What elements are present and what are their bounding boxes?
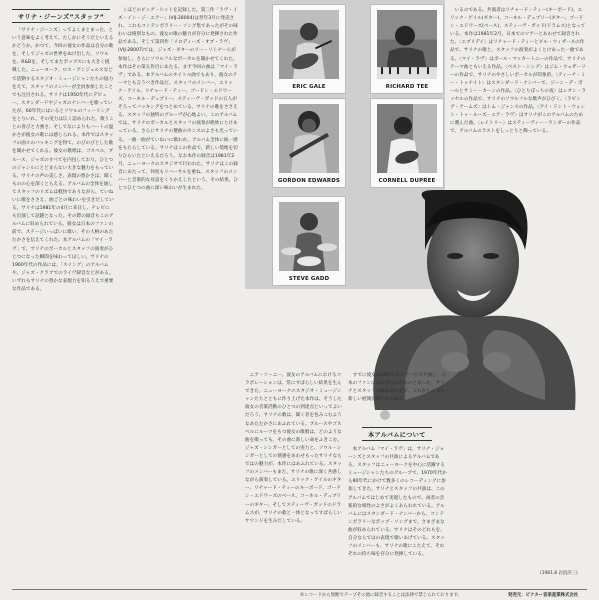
photo-richard-tee: [370, 4, 444, 94]
photo-cornell-dupree: [370, 98, 444, 188]
caption-eric-gale: ERIC GALE: [292, 84, 326, 90]
about-section-text: [348, 446, 448, 586]
caption-gordon-edwards: GORDON EDWARDS: [278, 178, 340, 184]
cornell-dupree-portrait: [377, 104, 437, 173]
photo-steve-gadd: [272, 196, 346, 286]
photo-eric-gale: [272, 4, 346, 94]
about-top-text: [348, 372, 448, 416]
about-text: 本アルバム「マイ・ラヴ」は、サリナ・ジョーンズとスタッフの共演によるアルバムである。スタッフはニューヨークを中心に活躍するミュージシャンたちのグループで、1970年代から80年代にかけて数多くのレコーディングに参加してきた。サリナとスタッフの共演は、このアルバムではじめて実現したもので、両者の音楽的な相性のよさがよくあらわれている。アルバムにはスタンダード・ナンバーから、コンテンポラリーなポップ・ソングまで、さまざまな曲が収められている。サリナはそのどれもを、自分ならではの表現で歌いあげている。スタッフのメンバーも、サリナの歌にこたえて、それぞれの持ち味を存分に発揮している。: [348, 447, 447, 558]
middle-text: くほどのビッグ・ヒットを記録した。第三作「ラヴ・イズ・イン・ジ・エアー」(VIJ-28004)は翌年3月に発売され、これもコンテンポラリー・ソング集であったがその味わいは格別なもの。彼女の歌の魅力が存分に発揮された作品である。そして第四作「メロディーズ・オブ・ラヴ」(VIJ-28007)では、ジャズ・ギターのリー・リトナーらが参加し、さらにソウルフルなボーカルを聞かせてくれた。本作はその第五作目にあたる。まず今回の曲は「マイ・ラヴ」である。本アルバムのタイトル曲でもあり、彼女のテーマとも言うべき作品だ。スタッフのメンバー、エリック・ゲイル、リチャード・ティー、ゴードン・エドワーズ、コーネル・デュプリー、スティーヴ・ガッドの五人がそろってバッキングをつとめている。サリナの歌をささえる、スタッフの独特のグルーヴが心地よい。このアルバムでは、サリナのボーカルとスタッフの演奏が絶妙にとけあっている。さらにサリナの選曲のセンスのよさも光っている。一曲一曲がていねいに歌われ、アルバム全体に統一感をもたらしている。サリナはこの作品で、新しい境地を切りひらいたといえるだろう。なお本作の録音は1981年2月、ニューヨークのスタジオで行われた。サリナはこの録音にあたって、何度もリハーサルを重ね、スタッフのメンバーと音楽的な対話をくりかえしたという。その結果、ひとつひとつの曲に深い味わいが生まれた。: [118, 8, 238, 192]
section-title-about: 本アルバムについて: [362, 427, 432, 441]
publisher-credit: 発売元：ビクター音楽産業株式会社: [508, 593, 579, 598]
section-title-sarah: サリナ・ジーンズ”スタッフ”: [12, 9, 110, 23]
middle-column: [118, 7, 238, 377]
photo-gordon-edwards: [272, 98, 346, 188]
caption-richard-tee: RICHARD TEE: [385, 84, 429, 90]
richard-tee-portrait: [377, 10, 437, 79]
about-top-paragraph: すでに彼女は85年にもステージで共演し、日本のファンにもおなじみのものとなった。サリナとスタッフの組み合わせで、これからのまた新しい展開が楽しみである。: [348, 373, 447, 403]
right-column: [450, 7, 586, 582]
eric-gale-portrait: [279, 10, 339, 79]
steve-gadd-portrait: [279, 202, 339, 271]
caption-cornell-dupree: CORNELL DUPREE: [378, 178, 436, 184]
lower-middle-text: ニア・ソーニー。彼女のアルバムにおけるコラボレーションは、常にすばらしい結果を生んできた。ニューヨークのスタジオ・ミュージシャンたちとともに作り上げた本作は、そうした彼女の音楽活動のひとつの到達点といってよいだろう。サリナの歌は、聞く者を包みこむようなあたたかさにあふれている。ブルースやゴスペルにルーツをもつ彼女の歌唱は、どのような曲を歌っても、その曲に新しい命をふきこむ。ジャズ・シンガーとしての実力と、ソウル・シンガーとしての情感をあわせもったサリナならではの魅力が、本作にはあふれている。スタッフのメンバーもまた、サリナの歌に深く共感しながら演奏している。エリック・ゲイルのギター、リチャード・ティーのキーボード、ゴードン・エドワーズのベース、コーネル・デュプリーのギター、そしてスティーヴ・ガッドのドラムスが、サリナの歌と一体となってすばらしいサウンドを生みだしている。: [245, 373, 342, 524]
dot-ornament: [380, 410, 390, 420]
sarah-text: 「サリナ・ジーンズ」ってよくまとまった、という意味をよく考えて、たしかにそうだといえるかどうか。かつて、今回の彼女の作品は自分の歌を、そしてジャズの世界をぬけ出した、ソウルを、R&Bを、そしてまたポップスにも大きく挑戦した。ニューヨーク、ロス・アンジェルスなどで活動するスタジオ・ミュージシャンたちの協力をえて、スタッフのメンバーが全員参加したことでも注目される。サリナは1950年代にデビュー。スタンダードやジャズのナンバーを歌っていたが、60年代にはいるとソウルのフィーリングをとりいれ、その実力は広く認められた。歌うことの喜びと力強さ、そしてなによりもハートの温かさが彼女の歌には感じられる。本作ではスタッフの面々のバッキングを得て、のびのびとした歌を聞かせてくれる。彼女の歌唱は、ゴスペル、ブルース、ジャズのすべてを内包しており、ひとつのジャンルにとどまらない大きな魅力をもっている。サリナの声の美しさ、表現の豊かさは、聞くものの心を深くとらえる。アルバムの全体を通してスタッフのリズムは軽快でありながら、ていねいに歌をささえ、曲ごとの味わいを引きだしている。サリナは1981年の4月に来日し、テレビにも出演して話題となった。その際の録音もこのアルバムに収められている。彼女は日本のファンの前で、ステージいっぱいに歌い、その人柄のあたたかさを伝えてくれた。本アルバムの「マイ・ラヴ」で、サリナのボーカルとスタッフの演奏がひとつになった瞬間を味わってほしい。サリナの1960年代の作品には、「スイング」のアルバムや、ジャズ・クラブでのライヴ録音などがある。いずれもサリナの豊かな表現力を知るうえで重要な作品である。: [12, 28, 114, 292]
lower-middle-column: [245, 372, 343, 588]
gordon-edwards-portrait: [279, 104, 339, 173]
sarah-section-text: [12, 27, 114, 583]
footer-divider: [12, 589, 587, 590]
signature-date: (1981.8 岩浪洋三): [540, 571, 578, 576]
caption-steve-gadd: STEVE GADD: [288, 276, 330, 282]
copyright-notice: ©レコードから無断でテープその他に録音することは法律で禁じられております。: [300, 593, 462, 598]
right-text: いるのである。共演者はリチャード・ティー(キーボード)、エリック・ゲイル(ギター)、コーネル・デュプリー(ギター、ゴードン・エドワーズ(ベース)、スティーヴ・ガッド(ドラムス)となっている。本作は1981年2月、日本でのツアーとあわせて録音された。〈エブリデイ〉はリチャード・ティーとビル・ウィザースの作品で、サリナの歌と、スタッフの演奏がよくとけあった一曲である。〈マイ・ラヴ〉はポール・マッカートニーの作品で、サリナのテーマ曲ともいえる作品。〈ベスト・シング〉はジム・ウェザーリーの作品で、サリナのやさしいボーカルが印象的。〈ティーチ・ミー・トゥナイト〉はスタンダード・ナンバーで、ジーン・デ・ポールとサミー・カーンの作品。〈ひとりぼっちの夜〉はレオン・ラッセルの作品で、サリナのソウルフルな歌声がひびく。〈ラビング・アームズ〉はトム・ジャンスの作品、〈アイ・ドント・ウォント・トゥ・ルーズ・ユア・ラヴ〉はサリナがこのアルバムのために選んだ曲。〈レイトリー〉はスティーヴィー・ワンダーの作品で、アルバムのラストをしっとりと飾っている。: [450, 8, 586, 135]
